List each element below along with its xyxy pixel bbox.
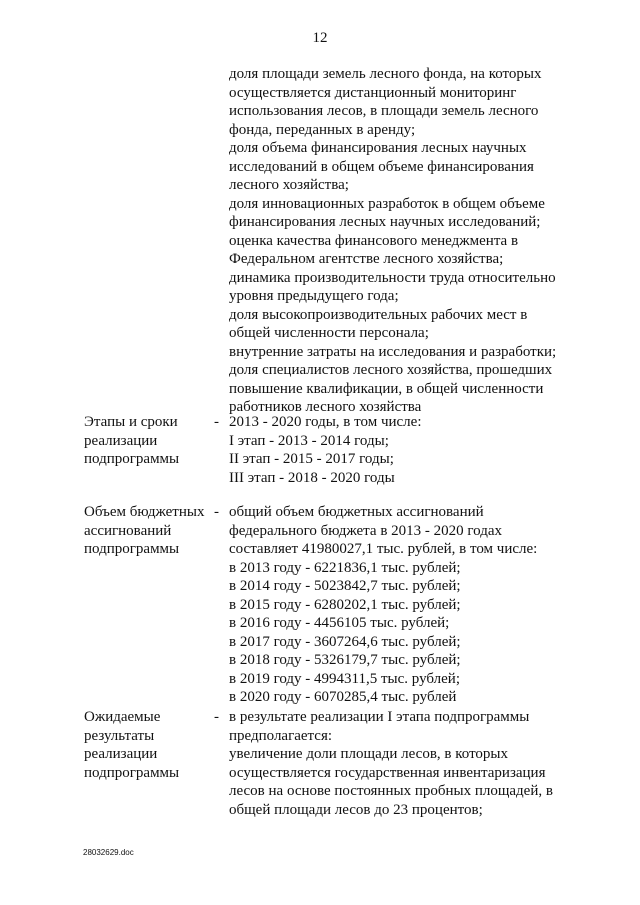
text-line: общей площади лесов до 23 процентов; — [229, 801, 483, 818]
footer-file-name: 28032629.doc — [83, 848, 134, 857]
text-line: общий объем бюджетных ассигнований — [229, 504, 484, 520]
text-line: повышение квалификации, в общей численности — [229, 380, 544, 397]
text-line: доля объема финансирования лесных научных — [229, 140, 527, 156]
text-line: общей численности персонала; — [229, 325, 429, 341]
section-dash: - — [214, 414, 219, 430]
text-line: лесного хозяйства; — [229, 177, 349, 193]
text-line: доля специалистов лесного хозяйства, прошедших — [229, 362, 553, 378]
text-line: в 2016 году - 4456105 тыс. рублей; — [229, 615, 450, 631]
text-line: федерального бюджета в 2013 - 2020 годах — [229, 522, 503, 539]
text-line: 2013 - 2020 годы, в том числе: — [229, 414, 422, 430]
text-line: использования лесов, в площади земель лесного — [229, 103, 539, 119]
text-line: финансирования лесных научных исследований; — [229, 214, 541, 230]
text-line: в 2015 году - 6280202,1 тыс. рублей; — [229, 596, 461, 613]
text-line: динамика производительности труда относительно — [229, 269, 556, 286]
text-line: доля инновационных разработок в общем объеме — [229, 195, 545, 212]
section-label-line: реализации — [84, 432, 158, 449]
section-label-line: ассигнований — [84, 522, 172, 539]
text-line: Федеральном агентстве лесного хозяйства; — [229, 251, 504, 267]
text-line: в 2013 году - 6221836,1 тыс. рублей; — [229, 559, 461, 576]
text-line: в 2020 году - 6070285,4 тыс. рублей — [229, 689, 457, 705]
section-label-line: подпрограммы — [84, 451, 180, 467]
text-line: фонда, переданных в аренду; — [229, 121, 416, 138]
text-line: составляет 41980027,1 тыс. рублей, в том числе: — [229, 541, 538, 557]
text-line: II этап - 2015 - 2017 годы; — [229, 451, 394, 467]
section-label-line: результаты — [84, 727, 155, 744]
text-line: внутренние затраты на исследования и разработки; — [229, 343, 557, 360]
section-dash: - — [214, 504, 219, 520]
text-line: в результате реализации I этапа подпрограммы — [229, 709, 530, 725]
text-line: осуществляется дистанционный мониторинг — [229, 84, 517, 101]
text-line: в 2014 году - 5023842,7 тыс. рублей; — [229, 578, 461, 594]
text-line: осуществляется государственная инвентаризация — [229, 764, 546, 781]
section-dash: - — [214, 709, 219, 725]
text-line: работников лесного хозяйства — [229, 399, 422, 415]
section-label-line: подпрограммы — [84, 764, 180, 781]
section-label-line: Этапы и сроки — [84, 414, 178, 430]
text-line: исследований в общем объеме финансирования — [229, 158, 534, 175]
text-line: уровня предыдущего года; — [229, 288, 399, 304]
text-line: в 2019 году - 4994311,5 тыс. рублей; — [229, 670, 460, 687]
section-label-line: реализации — [84, 746, 158, 762]
section-label-line: подпрограммы — [84, 541, 180, 557]
text-line: в 2018 году - 5326179,7 тыс. рублей; — [229, 652, 461, 668]
text-line: лесов на основе постоянных пробных площадей, в — [229, 783, 553, 799]
text-line: увеличение доли площади лесов, в которых — [229, 746, 509, 762]
text-line: доля высокопроизводительных рабочих мест в — [229, 306, 528, 323]
page-number: 12 — [312, 30, 328, 46]
text-line: в 2017 году - 3607264,6 тыс. рублей; — [229, 633, 461, 650]
section-label-line: Объем бюджетных — [84, 504, 205, 520]
section-label-line: Ожидаемые — [84, 709, 161, 725]
text-line: предполагается: — [229, 727, 333, 744]
text-line: I этап - 2013 - 2014 годы; — [229, 432, 389, 449]
text-line: оценка качества финансового менеджмента в — [229, 232, 519, 249]
text-line: доля площади земель лесного фонда, на которых — [229, 66, 542, 82]
text-line: III этап - 2018 - 2020 годы — [229, 469, 395, 486]
